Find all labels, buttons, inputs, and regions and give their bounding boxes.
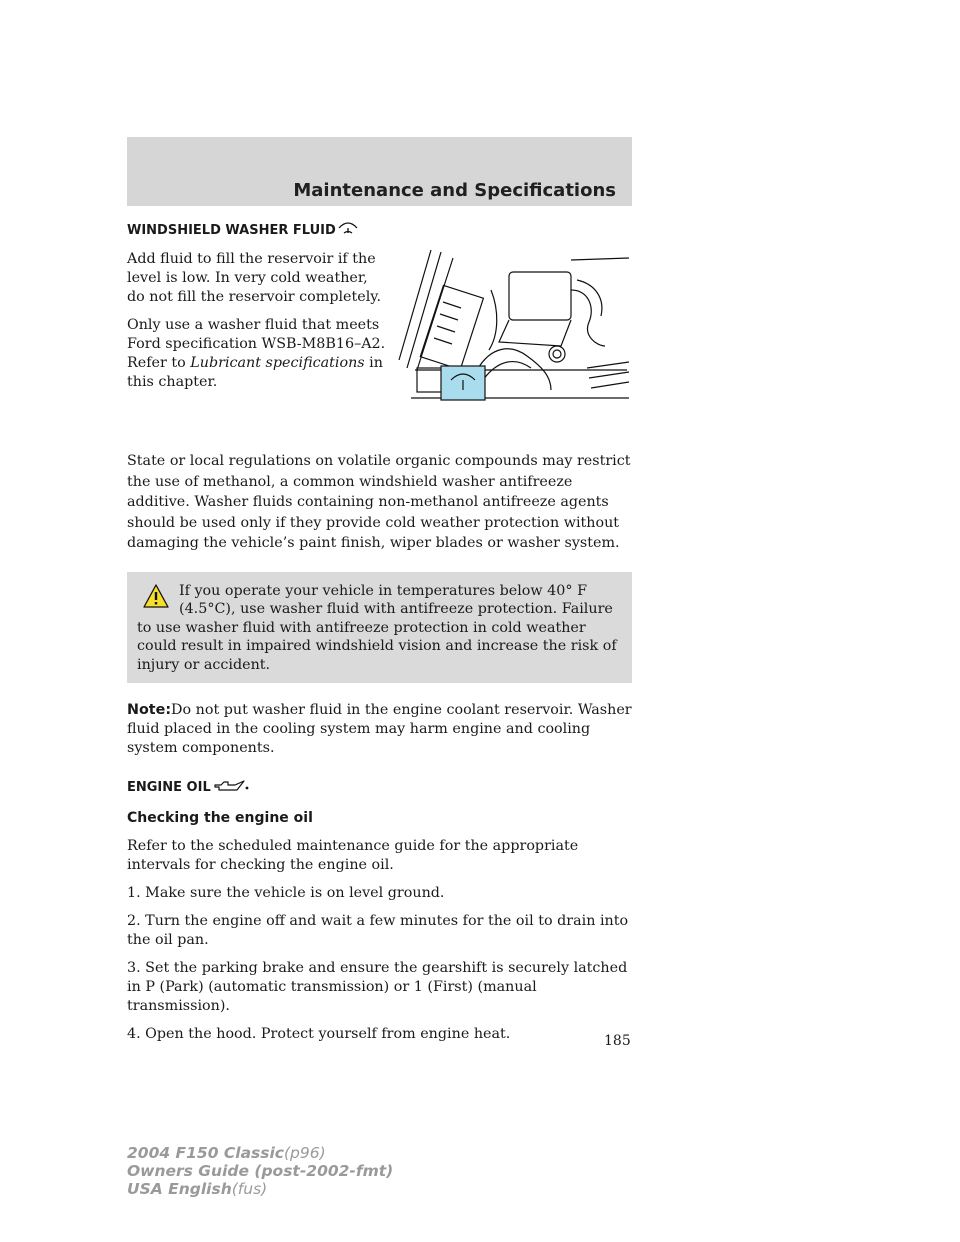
oil-step-4: 4. Open the hood. Protect yourself from engine heat. <box>127 1026 511 1043</box>
note-text: Do not put washer fluid in the engine coolant reservoir. Washer fluid placed in the cooling system may harm engine and cooling system components. <box>127 702 632 757</box>
oil-step-1: 1. Make sure the vehicle is on level ground. <box>127 885 445 902</box>
washer-fluid-icon <box>337 219 359 237</box>
checking-engine-oil-subheading: Checking the engine oil <box>127 810 313 827</box>
footer-model: 2004 F150 Classic <box>127 1144 284 1162</box>
note-label: Note: <box>127 702 172 719</box>
footer-language: USA English <box>127 1180 232 1198</box>
washer-fluid-heading-text: WINDSHIELD WASHER FLUID <box>127 222 336 238</box>
washer-paragraph-3: State or local regulations on volatile organic compounds may restrict the use of methanol, a common windshield washer antifreeze additive. Washer fluids containing non-methanol antifreeze agents should be used only if they provide cold weather protection without damaging the vehicle’s paint finish, wiper blades or washer system. <box>127 453 631 551</box>
footer-guide: Owners Guide (post-2002-fmt) <box>127 1162 394 1180</box>
washer-paragraph-2 <box>127 316 389 392</box>
washer-paragraph-2-end: in this chapter. <box>127 355 383 390</box>
engine-compartment-illustration <box>391 250 632 410</box>
washer-note <box>127 701 632 758</box>
oil-intro: Refer to the scheduled maintenance guide for the appropriate intervals for checking the engine oil. <box>127 838 579 874</box>
page-header-title: Maintenance and Specifications <box>293 180 616 201</box>
lubricant-specifications-reference: Lubricant specifications <box>190 355 365 371</box>
engine-oil-heading <box>127 778 632 796</box>
oil-step-2: 2. Turn the engine off and wait a few minutes for the oil to drain into the oil pan. <box>127 913 629 949</box>
footer-line-3 <box>127 1180 393 1198</box>
warning-box <box>127 572 632 684</box>
engine-oil-heading-text: ENGINE OIL <box>127 779 211 795</box>
oil-step-3: 3. Set the parking brake and ensure the gearshift is securely latched in P (Park) (automatic transmission) or 1 (First) (manual transmission). <box>127 960 628 1015</box>
footer-line-1 <box>127 1144 393 1162</box>
page-content <box>127 220 632 1044</box>
footer <box>127 1144 393 1198</box>
warning-text: If you operate your vehicle in temperatures below 40° F (4.5°C), use washer fluid with antifreeze protection. Failure to use washer fluid with antifreeze protection in cold weather could result in impaired windshield vision and increase the risk of injury or accident. <box>137 582 617 673</box>
footer-line-2 <box>127 1162 393 1180</box>
footer-language-code: (fus) <box>231 1180 268 1198</box>
washer-paragraph-1: Add fluid to fill the reservoir if the level is low. In very cold weather, do not fill the reservoir completely. <box>127 251 382 305</box>
footer-model-code: (p96) <box>283 1144 326 1162</box>
washer-fluid-heading <box>127 220 632 240</box>
warning-triangle-icon <box>143 584 169 608</box>
page-number: 185 <box>604 1033 631 1049</box>
washer-paragraph-2-start: Only use a washer fluid that meets Ford specification WSB-M8B16–A2. Refer to <box>127 317 386 371</box>
header-band <box>127 137 632 206</box>
oil-can-icon <box>213 778 249 794</box>
